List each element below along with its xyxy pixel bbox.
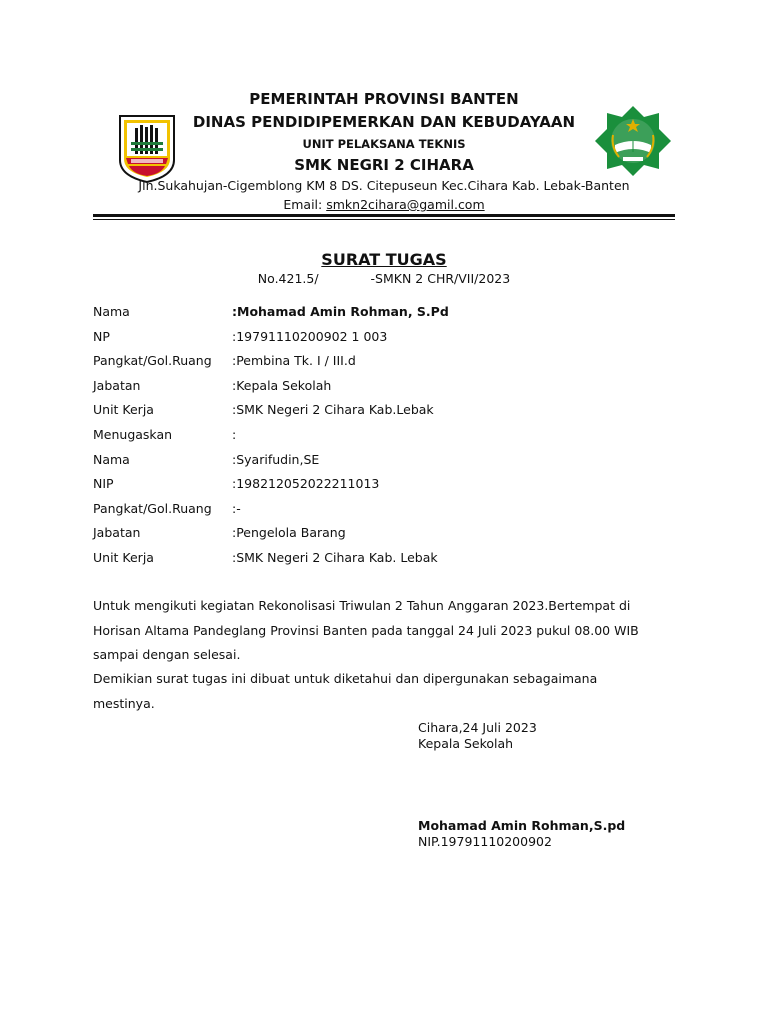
field-label: NP: [93, 329, 110, 344]
field-label: Jabatan: [93, 378, 141, 393]
field-label: Nama: [93, 304, 130, 319]
field-value: :Kepala Sekolah: [232, 378, 332, 393]
header-unit: UNIT PELAKSANA TEKNIS: [302, 137, 466, 151]
body-paragraph-2: Demikian surat tugas ini dibuat untuk diketahui dan dipergunakan sebagaimana mestinya.: [93, 671, 598, 711]
field-label: NIP: [93, 476, 114, 491]
field-value: :SMK Negeri 2 Cihara Kab. Lebak: [232, 550, 438, 565]
header-divider-thin: [93, 219, 675, 220]
email-label: Email:: [283, 197, 327, 212]
header-department: DINAS PENDIDIPEMERKAN DAN KEBUDAYAAN: [192, 113, 576, 131]
field-label: Pangkat/Gol.Ruang: [93, 353, 212, 368]
field-value: :198212052022211013: [232, 476, 380, 491]
signature-name: Mohamad Amin Rohman,S.pd: [418, 818, 626, 833]
signature-nip: NIP.19791110200902: [418, 834, 552, 849]
field-value: :Mohamad Amin Rohman, S.Pd: [232, 304, 449, 319]
letter-title: SURAT TUGAS: [321, 250, 447, 269]
field-label: Unit Kerja: [93, 550, 154, 565]
field-value: :-: [232, 501, 241, 516]
header-email-line: [0, 197, 768, 212]
field-value: :Pengelola Barang: [232, 525, 346, 540]
field-value: :SMK Negeri 2 Cihara Kab.Lebak: [232, 402, 434, 417]
field-value: :Syarifudin,SE: [232, 452, 320, 467]
body-paragraph-1: Untuk mengikuti kegiatan Rekonolisasi Triwulan 2 Tahun Anggaran 2023.Bertempat di Horisan Altama Pandeglang Provinsi Banten pada tanggal 24 Juli 2023 pukul 08.00 WIB sampai dengan selesai.: [93, 598, 639, 662]
field-value: :Pembina Tk. I / III.d: [232, 353, 356, 368]
field-value: :19791110200902 1 003: [232, 329, 388, 344]
signature-place-date: Cihara,24 Juli 2023: [418, 720, 537, 735]
header-school-name: SMK NEGRI 2 CIHARA: [294, 156, 474, 174]
letter-number: [0, 271, 768, 286]
field-label: Nama: [93, 452, 130, 467]
letter-number-suffix: -SMKN 2 CHR/VII/2023: [370, 271, 511, 286]
letter-number-prefix: No.421.5/: [257, 271, 319, 286]
field-value: :: [232, 427, 237, 442]
signature-position: Kepala Sekolah: [418, 736, 514, 751]
field-label: Pangkat/Gol.Ruang: [93, 501, 212, 516]
header-divider-thick: [93, 214, 675, 217]
field-label: Menugaskan: [93, 427, 173, 442]
field-label: Unit Kerja: [93, 402, 154, 417]
email-link[interactable]: smkn2cihara@gamil.com: [326, 197, 485, 212]
field-label: Jabatan: [93, 525, 141, 540]
header-address: Jln.Sukahujan-Cigemblong KM 8 DS. Citepuseun Kec.Cihara Kab. Lebak-Banten: [138, 178, 630, 193]
header-government: PEMERINTAH PROVINSI BANTEN: [249, 90, 519, 108]
